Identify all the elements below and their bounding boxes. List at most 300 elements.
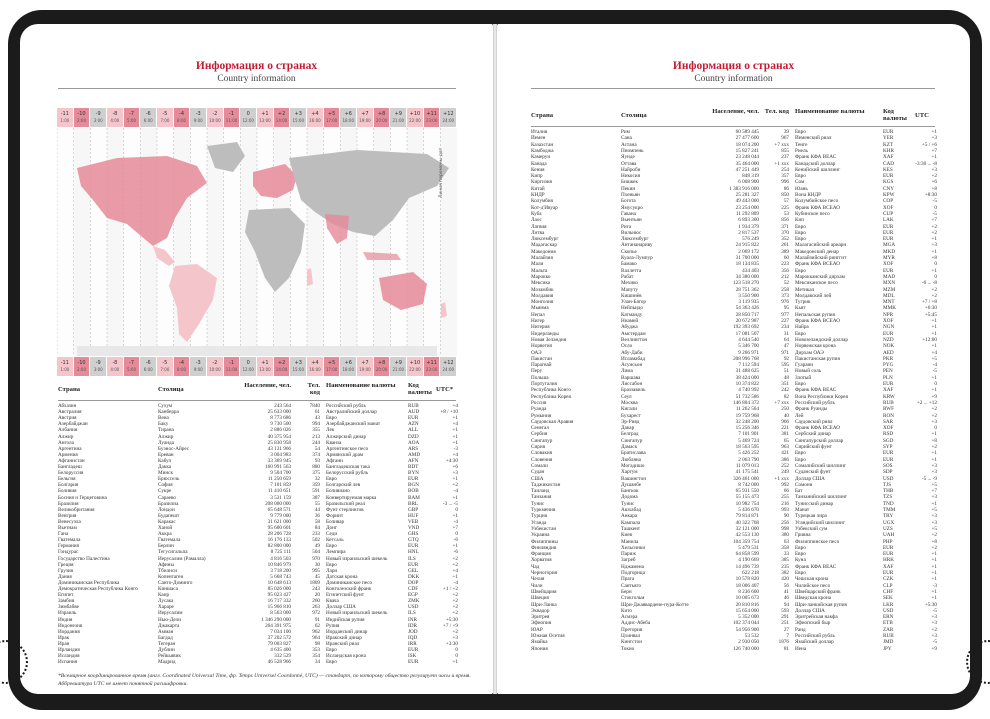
cell-country: Кот-д'Ивуар: [531, 204, 558, 211]
cell-currency: Доллар США: [326, 604, 356, 611]
cell-code: IQD: [408, 634, 418, 641]
cell-country: Индонезия: [58, 622, 83, 629]
cell-code: ZAR: [883, 626, 894, 633]
cell-country: Мадагаскар: [531, 242, 557, 249]
cell-phone: 98: [314, 640, 320, 647]
cell-phone: 46: [783, 595, 789, 602]
cell-population: 11 250 659: [267, 476, 291, 483]
cell-phone: 237: [781, 154, 789, 161]
cell-phone: 56: [783, 582, 789, 589]
cell-code: SOS: [883, 462, 893, 469]
cell-population: 4 190 669: [738, 557, 759, 564]
tz-top-cell: [207, 108, 224, 127]
cell-population: 9 266 971: [738, 349, 759, 356]
cell-country: Гватемала: [58, 537, 81, 544]
cell-utc: +2: [452, 628, 458, 635]
cell-capital: Пекин: [621, 185, 636, 192]
tz-bottom-cell: [340, 357, 357, 376]
cell-capital: Гватемала: [158, 537, 181, 544]
cell-code: TRY: [883, 513, 894, 520]
cell-capital: Вьентьян: [621, 217, 642, 224]
cell-country: Афганистан: [58, 457, 85, 464]
cell-code: XAF: [883, 387, 894, 394]
cell-population: 8 773 686: [270, 415, 291, 422]
tz-top-hour: 9:00: [193, 118, 203, 123]
cell-population: 2 069 172: [738, 248, 759, 255]
cell-code: PEN: [883, 368, 893, 375]
cell-country: Мьянма: [531, 305, 549, 312]
cell-code: MDL: [883, 292, 895, 299]
cell-utc: +7: [931, 147, 937, 154]
cell-country: Эквадор: [531, 607, 550, 614]
cell-capital: Токио: [621, 645, 635, 652]
cell-population: 79 003 827: [267, 640, 291, 647]
cell-code: RSD: [883, 431, 894, 438]
cell-phone: 47: [783, 343, 789, 350]
cell-code: GHS: [408, 531, 419, 538]
cell-utc: +1: [452, 433, 458, 440]
cell-capital: Сухум: [158, 403, 173, 409]
cell-population: 38 424 000: [735, 374, 759, 381]
cell-utc: +5: [931, 507, 937, 513]
cell-code: JOD: [408, 628, 418, 635]
tz-top-offset: +9: [394, 111, 402, 117]
cell-code: EUR: [883, 267, 894, 274]
cell-phone: 996: [781, 179, 789, 186]
cell-phone: 502: [312, 537, 320, 544]
cell-phone: 263: [312, 604, 320, 611]
cell-phone: 421: [781, 450, 789, 457]
cell-capital: Дакар: [621, 425, 635, 432]
cell-phone: 233: [312, 531, 320, 538]
cell-capital: Богота: [621, 198, 636, 205]
cell-phone: 92: [783, 355, 789, 362]
cell-capital: Киев: [621, 532, 632, 539]
cell-currency: Бангладешская така: [326, 464, 370, 470]
cell-phone: 95: [783, 305, 789, 312]
cell-currency: Евро: [795, 570, 806, 576]
time-zone-band: [57, 128, 74, 356]
cell-country: Ирландия: [58, 647, 80, 653]
cell-utc: +1 / +2: [442, 586, 458, 592]
cell-country: Венесуэла: [58, 518, 81, 525]
cell-code: HRK: [883, 557, 894, 564]
cell-phone: 41: [783, 588, 789, 595]
tz-bottom-cell: [140, 357, 157, 376]
cell-phone: 55: [314, 500, 320, 507]
cell-currency: Колумбийское песо: [795, 198, 839, 205]
cell-utc: +3: [931, 633, 937, 639]
cell-capital: Нью-Дели: [158, 616, 181, 623]
cell-utc: +3: [931, 519, 937, 526]
cell-currency: Российский рубль: [795, 633, 835, 639]
cell-currency: Малагасийский ариари: [795, 242, 847, 249]
cell-utc: +2: [931, 173, 937, 180]
cell-code: AFN: [408, 457, 419, 464]
tz-bottom-hour: 20:00: [375, 367, 388, 372]
tz-bottom-offset: -1: [229, 360, 235, 366]
tz-top-cell: [157, 108, 174, 127]
cell-currency: Юань: [795, 185, 808, 192]
tz-top-hour: 19:00: [359, 118, 371, 123]
tz-bottom-hour: 16:00: [309, 367, 321, 372]
cell-country: Словения: [531, 456, 553, 463]
cell-utc: +7: [452, 525, 458, 531]
cell-capital: Алжир: [158, 433, 174, 440]
cell-code: MKD: [883, 248, 896, 255]
left-page-subtitle: Country information: [217, 74, 296, 84]
cell-capital: Ханой: [158, 525, 173, 531]
cell-currency: Евро: [795, 551, 806, 558]
cell-country: Узбекистан: [531, 525, 557, 532]
cell-phone: 256: [781, 519, 789, 526]
cell-code: AMD: [408, 451, 421, 458]
cell-country: Словакия: [531, 450, 553, 457]
cell-utc: +8: [931, 255, 937, 261]
cell-phone: 380: [781, 532, 789, 539]
cell-currency: Седи: [326, 531, 338, 538]
cell-capital: Бишкек: [621, 179, 638, 186]
cell-utc: +6:30: [924, 305, 937, 312]
cell-currency: Доллар США: [795, 475, 825, 482]
cell-code: CDF: [408, 586, 419, 592]
tz-top-offset: +2: [277, 111, 286, 117]
cell-phone: 43: [314, 415, 320, 422]
cell-capital: Киншаса: [158, 586, 178, 592]
cell-utc: +3: [931, 469, 937, 476]
cell-code: ERN: [883, 614, 894, 621]
cell-country: Шри-Ланка: [531, 601, 557, 608]
cell-capital: София: [158, 482, 173, 489]
tz-top-offset: +4: [311, 111, 319, 117]
cell-code: EUR: [883, 223, 894, 230]
cell-currency: Фунт стерлингов: [326, 506, 364, 513]
cell-country: Мексика: [531, 280, 551, 287]
tz-bottom-cell: [224, 357, 241, 376]
cell-utc: -6: [453, 549, 458, 556]
cell-utc: +2: [931, 292, 937, 299]
cell-phone: 963: [781, 444, 789, 450]
cell-utc: +7: [931, 217, 937, 224]
cell-utc: +2: [931, 544, 937, 551]
cell-phone: 385: [781, 557, 789, 564]
cell-phone: 291: [781, 614, 789, 621]
cell-country: Пакистан: [531, 355, 553, 362]
cell-country: Венгрия: [58, 512, 77, 519]
cell-currency: Евро: [795, 229, 806, 236]
cell-phone: 39: [783, 129, 789, 135]
cell-country: Ирак: [58, 634, 70, 641]
tz-top-offset: -11: [60, 111, 69, 117]
tz-top-hour: 14:00: [275, 118, 288, 123]
cell-code: EUR: [408, 415, 419, 422]
cell-utc: +7: [931, 488, 937, 495]
cell-utc: 0: [934, 273, 937, 280]
cell-capital: Кигали: [621, 406, 638, 413]
cell-utc: +2: [452, 561, 458, 568]
cell-code: KZT: [883, 141, 894, 148]
cell-country: Камерун: [531, 154, 551, 161]
cell-utc: +1: [931, 595, 937, 602]
tz-top-offset: -3: [195, 111, 201, 117]
cell-capital: Антананариву: [621, 242, 653, 249]
cell-capital: Оттава: [621, 160, 637, 167]
tz-bottom-hour: 14:00: [275, 367, 288, 372]
cell-currency: Сомони: [795, 481, 813, 488]
cell-code: NZD: [883, 336, 894, 343]
cell-code: INR: [408, 616, 417, 623]
cell-code: EUR: [883, 456, 894, 463]
cell-code: GTQ: [408, 537, 419, 544]
tz-bottom-offset: +12: [443, 360, 454, 366]
cell-code: TMM: [883, 507, 896, 513]
cell-utc: +1: [931, 318, 937, 324]
cell-utc: +2: [931, 626, 937, 633]
cell-currency: Марокканский дирхам: [795, 273, 845, 280]
cell-population: 15 654 000: [735, 607, 759, 614]
cell-capital: Сукре: [158, 488, 172, 495]
cell-phone: 223: [781, 261, 789, 268]
cell-country: Чили: [531, 582, 543, 589]
cell-currency: Франк КФА ВСЕАО: [795, 261, 840, 268]
cell-utc: +1: [931, 154, 937, 161]
cell-capital: Кингстон: [621, 639, 643, 646]
cell-code: ALL: [408, 427, 419, 434]
cell-utc: +2: [931, 406, 937, 413]
cell-currency: Франк КФА ВЕАС: [795, 563, 837, 570]
cell-capital: Белград: [621, 431, 639, 438]
cell-phone: 7: [786, 633, 789, 639]
tz-top-offset: -8: [112, 111, 118, 117]
cell-utc: +5: [931, 481, 937, 488]
cell-population: 46 528 966: [267, 659, 291, 666]
cell-utc: +8: [931, 538, 937, 545]
cell-country: Вьетнам: [58, 525, 77, 531]
cell-country: Тунис: [531, 500, 545, 507]
tz-top-hour: 24:00: [442, 118, 455, 123]
cell-population: 40 322 768: [735, 519, 759, 526]
cell-population: 5 436 670: [738, 507, 759, 513]
cell-population: 60 589 445: [735, 129, 759, 135]
cell-country: Ангола: [58, 439, 74, 446]
cell-code: MMK: [883, 305, 896, 312]
cell-utc: +7 / +9: [442, 622, 458, 629]
cell-utc: +4: [931, 349, 937, 356]
cell-utc: 0: [455, 531, 458, 538]
tz-bottom-hour: 9:00: [193, 367, 203, 372]
cell-currency: Гривна: [795, 532, 811, 539]
cell-phone: 420: [781, 576, 789, 583]
cell-capital: Тбилиси: [158, 567, 178, 574]
cell-code: EGP: [408, 592, 418, 599]
cell-currency: Евро: [795, 456, 806, 463]
cell-capital: Тунис: [621, 500, 635, 507]
cell-population: 23 248 044: [735, 154, 759, 161]
cell-currency: Евро: [795, 450, 806, 457]
cell-utc: 0: [455, 506, 458, 513]
cell-code: IDR: [408, 622, 417, 629]
cell-utc: -5: [932, 198, 937, 205]
tz-bottom-cell: [90, 357, 107, 376]
cell-currency: Лей: [795, 412, 804, 419]
cell-capital: Любляна: [621, 456, 641, 463]
cell-country: Монголия: [531, 299, 554, 306]
cell-country: Республика Конго: [531, 387, 571, 394]
cell-population: 3 531 159: [270, 494, 291, 501]
world-map-svg: [57, 128, 457, 356]
tz-bottom-cell: [274, 357, 291, 376]
cell-capital: Браззавиль: [621, 387, 646, 394]
cell-phone: 66: [783, 488, 789, 495]
tz-top-hour: 1:00: [60, 118, 70, 123]
cell-currency: Риель: [795, 147, 808, 154]
country-table-left: [58, 380, 458, 670]
cell-utc: +3: [931, 494, 937, 501]
cell-code: NOK: [883, 343, 895, 350]
cell-code: TJS: [883, 481, 892, 488]
cell-code: YER: [883, 135, 894, 142]
cell-population: 31 621 000: [267, 518, 291, 525]
cell-country: Норвегия: [531, 343, 552, 350]
tz-bottom-hour: 6:00: [143, 367, 153, 372]
col-utc-header: UTC*: [436, 386, 454, 393]
tz-bottom-offset: +9: [394, 360, 402, 366]
cell-population: 126 740 000: [733, 645, 759, 652]
tz-top-cell: [124, 108, 141, 127]
cell-capital: Анкара: [621, 513, 638, 520]
cell-currency: Норвежская крона: [795, 343, 836, 350]
cell-population: 31 488 625: [735, 368, 759, 375]
cell-population: 54 363 426: [735, 305, 759, 312]
cell-country: Сирия: [531, 444, 545, 450]
cell-currency: Евро: [795, 381, 806, 387]
cell-country: Камбоджа: [531, 147, 554, 154]
cell-utc: +3: [931, 614, 937, 621]
cell-country: Бельгия: [58, 476, 76, 483]
cell-code: DKK: [408, 573, 420, 580]
cell-capital: Мапуту: [621, 286, 639, 293]
cell-capital: Санто-Доминго: [158, 579, 193, 586]
cell-utc: +3: [931, 135, 937, 142]
cell-country: Черногория: [531, 570, 557, 576]
cell-utc: +1: [452, 439, 458, 446]
cell-country: Швейцария: [531, 588, 557, 595]
cell-phone: 60: [783, 255, 789, 261]
col-currency-header: Наименование валюты: [795, 108, 865, 115]
col-capital-header: Столица: [621, 112, 647, 119]
tz-bottom-hour: 1:00: [60, 367, 70, 372]
cell-code: EUR: [883, 450, 894, 457]
cell-country: Израиль: [58, 610, 77, 617]
cell-population: 40 375 954: [267, 433, 291, 440]
cell-utc: +1: [931, 456, 937, 463]
cell-currency: Швейцарский франк: [795, 588, 841, 595]
cell-capital: Манила: [621, 538, 639, 545]
cell-phone: 998: [781, 525, 789, 532]
cell-country: Украина: [531, 532, 550, 539]
tz-top-hour: 10:00: [209, 118, 221, 123]
cell-utc: +1: [931, 330, 937, 337]
cell-utc: -5: [932, 607, 937, 614]
cell-population: 51 732 586: [735, 393, 759, 400]
cell-population: 11 079 013: [735, 462, 759, 469]
cell-capital: Нейпьидо: [621, 305, 643, 312]
tz-bottom-hour: 23:00: [425, 367, 438, 372]
cell-phone: 351: [781, 381, 789, 387]
cell-currency: Тугрик: [795, 299, 811, 306]
cell-capital: Найроби: [621, 166, 641, 173]
cell-country: Аргентина: [58, 445, 82, 452]
cell-code: JMD: [883, 639, 894, 646]
cell-country: Зимбабве: [58, 604, 79, 611]
cell-code: MAD: [883, 273, 896, 280]
cell-code: PYG: [883, 362, 894, 369]
cell-country: Новая Зеландия: [531, 336, 567, 343]
cell-currency: Саудовский риял: [795, 418, 833, 425]
cell-code: XAF: [883, 154, 894, 161]
cell-utc: +1: [931, 557, 937, 564]
tz-bottom-offset: +6: [344, 360, 352, 366]
cell-population: 5 426 252: [738, 450, 759, 457]
cell-code: ISK: [408, 653, 417, 660]
cell-capital: Минск: [158, 470, 173, 477]
cell-code: CUP: [883, 210, 894, 217]
cell-phone: 354: [312, 653, 320, 660]
cell-phone: 357: [781, 173, 789, 180]
cell-country: Португалия: [531, 381, 557, 387]
cell-capital: Лима: [621, 368, 633, 375]
cell-population: 31 700 000: [735, 255, 759, 261]
cell-utc: +1: [931, 236, 937, 243]
tz-top-offset: -7: [129, 111, 135, 117]
cell-code: ILS: [408, 555, 416, 562]
cell-population: 32 121 000: [735, 525, 759, 532]
right-page-subtitle: Country information: [694, 74, 773, 84]
cell-capital: Амстердам: [621, 330, 646, 337]
cell-country: ОАЭ: [531, 349, 542, 356]
cell-population: 192 393 692: [733, 324, 759, 331]
cell-capital: Варшава: [621, 374, 641, 381]
cell-capital: Кито: [621, 607, 633, 614]
cell-country: Государство Палестина: [58, 555, 110, 562]
cell-utc: +8:30: [924, 192, 937, 198]
cell-utc: +1: [931, 324, 937, 331]
cell-capital: Багдад: [158, 634, 173, 641]
tz-top-offset: -1: [229, 111, 235, 117]
cell-country: Мальта: [531, 267, 548, 274]
cell-phone: 40: [783, 412, 789, 419]
cell-code: THB: [883, 488, 894, 495]
cell-utc: +8 / +10: [440, 409, 458, 416]
cell-population: 16 717 332: [267, 598, 291, 605]
cell-currency: Евро: [795, 236, 806, 243]
cell-population: 2 817 537: [738, 229, 759, 236]
cell-currency: Евро: [326, 415, 337, 422]
cell-phone: 30: [314, 561, 320, 568]
tz-bottom-hour: 10:00: [209, 367, 221, 372]
cell-utc: -3 ... -5: [442, 500, 458, 507]
cell-phone: 251: [781, 620, 789, 627]
cell-capital: Эр-Рияд: [621, 418, 640, 425]
cell-country: Кипр: [531, 173, 543, 180]
tz-bottom-offset: +11: [426, 360, 437, 366]
cell-code: KES: [883, 166, 893, 173]
cell-capital: Валлетта: [621, 267, 642, 274]
cell-phone: +1 xxx: [774, 160, 789, 167]
tz-bottom-offset: -2: [212, 360, 218, 366]
cell-population: 95 023 427: [267, 592, 291, 599]
cell-utc: +2: [931, 229, 937, 236]
